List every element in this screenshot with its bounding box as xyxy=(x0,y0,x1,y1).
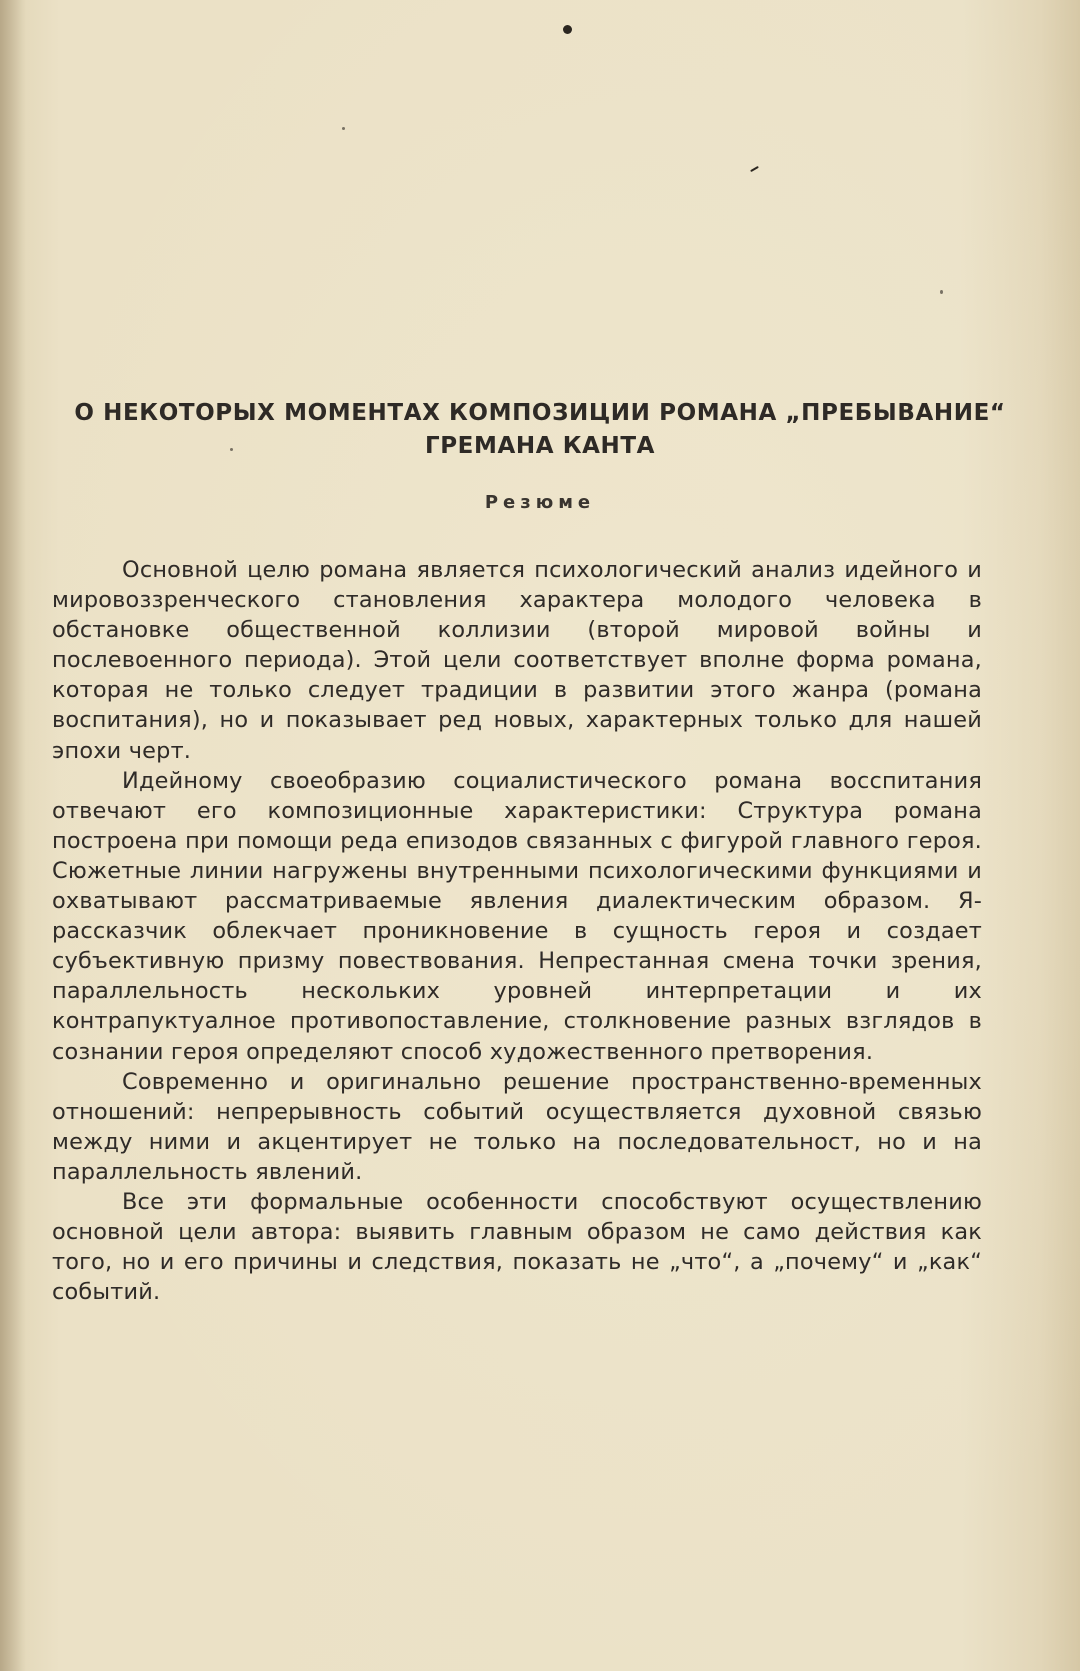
paragraph: Все эти формальные особенности способствуют осуществлению основной цели автора: выявить главным образом не само действия как того, но и его причины и следствия, показать не „что“, а „почему“ и „как“ событий. xyxy=(52,1188,982,1306)
ink-speck xyxy=(750,166,759,172)
document-title-line-1: О НЕКОТОРЫХ МОМЕНТАХ КОМПОЗИЦИИ РОМАНА „ПРЕБЫВАНИЕ“ xyxy=(74,400,1006,426)
summary-body xyxy=(52,555,982,1307)
paragraph: Основной целю романа является психологический анализ идейного и мировоззренческого становления характера молодого человека в обстановке общественной коллизии (второй мировой войны и послевоенного периода). Этой цели соответствует вполне форма романа, которая не только следует традиции в развитии этого жанра (романа воспитания), но и показывает ред новых, характерных только для нашей эпохи черт. xyxy=(52,557,982,764)
paragraph: Идейному своеобразию социалистического романа восспитания отвечают его композиционные характеристики: Структура романа построена при помощи реда епизодов связанных с фигурой главного героя. Сюжетные линии нагружены внутренными психологическими функциями и охватывают рассматриваемые явления диалектическим образом. Я-рассказчик облекчает проникновение в сущность героя и создает субъективную призму повествования. Непрестанная смена точки зрения, параллельность нескольких уровней интерпретации и их контрапуктуалное противопоставление, столкновение разных взглядов в сознании героя определяют способ художественного претворения. xyxy=(52,767,982,1065)
ink-speck xyxy=(342,127,345,130)
ink-speck xyxy=(940,290,943,294)
document-title-line-2: ГРЕМАНА КАНТА xyxy=(424,433,656,459)
paragraph: Современно и оригинально решение пространственно-временных отношений: непрерывность событий осуществляется духовной связью между ними и акцентирует не только на последовательност, но и на параллельность явлений. xyxy=(52,1068,982,1185)
page-edge-shadow xyxy=(0,0,26,1671)
ink-speck xyxy=(563,25,572,34)
section-label: Резюме xyxy=(484,492,596,513)
